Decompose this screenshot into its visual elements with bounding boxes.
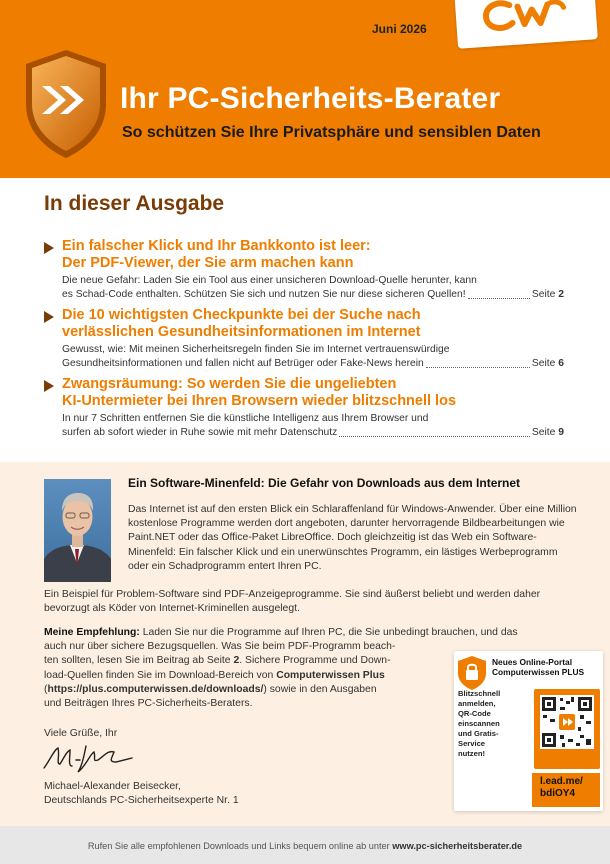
qr-code[interactable] (540, 695, 594, 749)
editorial-paragraph: Ein Beispiel für Problem-Software sind PDF-Anzeigeprogramme. Sie sind äußerst beliebt und werden daher bevorzugt als Köder von Internet-Kriminellen ausgelegt. (44, 589, 541, 615)
header-banner (0, 0, 610, 178)
greeting: Viele Grüße, Ihr (44, 728, 118, 739)
editorial-title: Ein Software-Minenfeld: Die Gefahr von Downloads aus dem Internet (128, 476, 521, 490)
cw-logo-icon (479, 0, 572, 37)
author-photo (44, 479, 111, 582)
promo-box[interactable] (454, 651, 603, 811)
editorial-recommendation: Meine Empfehlung: Laden Sie nur die Programme auf Ihren PC, die Sie unbedingt brauchen, und das auch nur über sichere Bezugsquellen. Was Sie beim PDF-Programm beach- ten sollten, lesen Sie im Beitrag ab Seite 2. Sichere Programme und Down- load-Quellen finden Sie im Download-Bereich von Computerwissen Plus (https://plus.computerwissen.de/downloads/) sowie in den Ausgaben und Beiträgen Ihres PC-Sicherheits-Beraters. (44, 627, 518, 710)
toc-item[interactable] (44, 307, 564, 371)
signer-title: Deutschlands PC-Sicherheitsexperte Nr. 1 (44, 795, 239, 807)
downloads-url-link[interactable]: https://plus.computerwissen.de/downloads/ (47, 683, 264, 695)
toc-item[interactable] (44, 238, 564, 302)
recommendation-label: Meine Empfehlung: (44, 627, 140, 638)
toc-description: Gewusst, wie: Mit meinen Sicherheitsregeln finden Sie im Internet vertrauenswürdige Gesundheitsinformationen und fallen nicht auf Betrüger oder Fake-News herein Seite 6 (62, 344, 564, 369)
footer-url-link[interactable]: www.pc-sicherheitsberater.de (392, 841, 523, 851)
arrow-right-icon (44, 311, 54, 323)
padlock-shield-icon (457, 655, 487, 691)
footer-bar (0, 826, 610, 864)
author-portrait-icon (44, 479, 111, 582)
computerwissen-plus-link[interactable]: Computerwissen Plus (276, 669, 385, 681)
promo-title: Neues Online-Portal Computerwissen PLUS (492, 657, 585, 677)
arrow-right-icon (44, 242, 54, 254)
toc-page-number: 2 (558, 289, 564, 300)
handwritten-signature-icon (42, 740, 134, 776)
toc-page-number: 9 (558, 427, 564, 438)
promo-text: Blitzschnell anmelden, QR-Code einscannen und Gratis- Service nutzen! (458, 689, 501, 758)
issue-date: Juni 2026 (372, 22, 427, 36)
newsletter-subtitle: So schützen Sie Ihre Privatsphäre und sensiblen Daten (122, 124, 541, 141)
signer-name: Michael-Alexander Beisecker, (44, 781, 181, 792)
toc-headline: Ein falscher Klick und Ihr Bankkonto ist leer: Der PDF-Viewer, der Sie arm machen kann (62, 238, 371, 271)
toc-item[interactable] (44, 376, 564, 440)
short-link[interactable]: l.ead.me/ bdiOY4 (532, 773, 600, 807)
qr-code-icon (540, 695, 594, 749)
newsletter-title: Ihr PC-Sicherheits-Berater (120, 82, 501, 115)
arrow-right-icon (44, 380, 54, 392)
computerwissen-logo (454, 0, 598, 49)
table-of-contents (44, 238, 564, 445)
toc-headline: Zwangsräumung: So werden Sie die ungeliebten KI-Untermieter bei Ihren Browsern wieder blitzschnell los (62, 376, 457, 409)
toc-description: In nur 7 Schritten entfernen Sie die künstliche Intelligenz aus Ihrem Browser und surfen ab sofort wieder in Ruhe sowie mit mehr Datenschutz Seite 9 (62, 413, 564, 438)
toc-description: Die neue Gefahr: Laden Sie ein Tool aus einer unsicheren Download-Quelle herunter, kann es Schad-Code enthalten. Schützen Sie sich und nutzen Sie nur diese sicheren Quellen! Seite 2 (62, 275, 564, 300)
qr-code-frame (534, 689, 600, 769)
contents-heading: In dieser Ausgabe (44, 192, 225, 215)
toc-headline: Die 10 wichtigsten Checkpunkte bei der Suche nach verlässlichen Gesundheitsinformationen im Internet (62, 307, 421, 340)
signer-block (44, 780, 239, 808)
editorial-paragraph: Das Internet ist auf den ersten Blick ein Schlaraffenland für Windows-Anwender. Über eine Million kostenlose Programme werden dort angeboten, darunter hervorragende Bildbearbeitungen wie Paint.NET oder das Office-Paket LibreOffice. Doch gleichzeitig ist das Web ein Software-Minenfeld: Ein falscher Klick und ein unerwünschtes Programm, ein lästiges Werbeprogramm oder ein Schadprogramm entert Ihren PC. (128, 504, 577, 572)
shield-logo-icon (24, 48, 108, 160)
toc-page-number: 6 (558, 358, 564, 369)
footer-text: Rufen Sie alle empfohlenen Downloads und Links bequem online ab unter www.pc-sicherheitsberater.de (87, 841, 523, 851)
